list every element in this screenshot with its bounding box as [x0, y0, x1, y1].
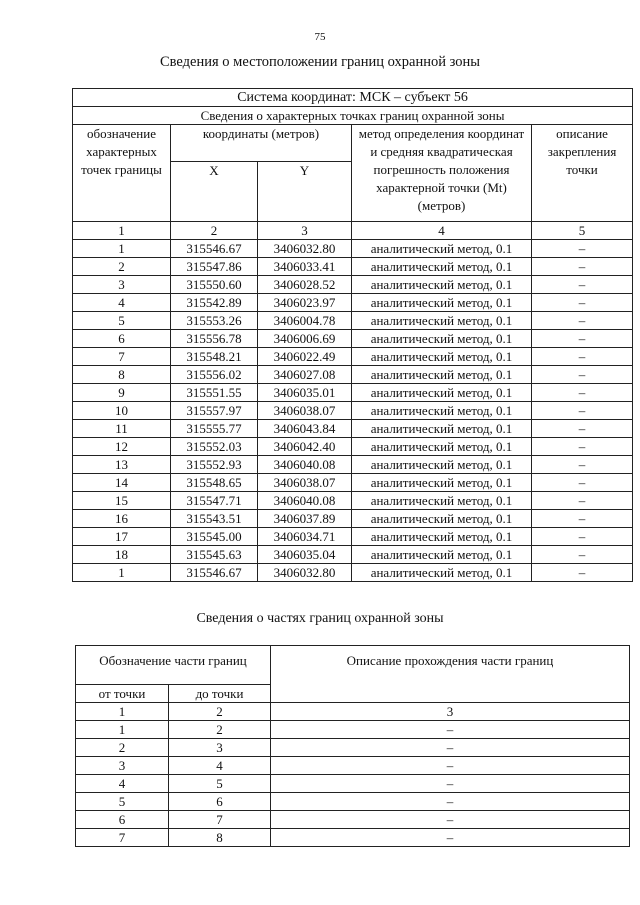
column-number: 1	[73, 222, 171, 240]
method-cell: аналитический метод, 0.1	[352, 276, 532, 294]
table-row	[73, 384, 633, 402]
fixing-cell: –	[532, 348, 633, 366]
to-point: 2	[169, 721, 271, 739]
x-coordinate: 315548.21	[171, 348, 258, 366]
point-number: 6	[73, 330, 171, 348]
point-number: 1	[73, 564, 171, 582]
y-coordinate: 3406037.89	[258, 510, 352, 528]
table-row	[73, 528, 633, 546]
point-number: 4	[73, 294, 171, 312]
point-number: 2	[73, 258, 171, 276]
fixing-cell: –	[532, 294, 633, 312]
point-number: 5	[73, 312, 171, 330]
fixing-cell: –	[532, 258, 633, 276]
table-row	[73, 240, 633, 258]
coordinate-system-header: Система координат: МСК – субъект 56	[73, 89, 633, 107]
point-number: 17	[73, 528, 171, 546]
y-coordinate: 3406038.07	[258, 402, 352, 420]
point-number: 18	[73, 546, 171, 564]
method-cell: аналитический метод, 0.1	[352, 420, 532, 438]
column-number: 4	[352, 222, 532, 240]
column-number-row	[76, 703, 630, 721]
point-number: 3	[73, 276, 171, 294]
x-coordinate: 315543.51	[171, 510, 258, 528]
part-description: –	[271, 793, 630, 811]
x-coordinate: 315546.67	[171, 564, 258, 582]
table-row	[76, 757, 630, 775]
y-coordinate: 3406023.97	[258, 294, 352, 312]
table-row	[73, 312, 633, 330]
method-cell: аналитический метод, 0.1	[352, 474, 532, 492]
table-row	[73, 330, 633, 348]
page-number: 75	[314, 31, 326, 43]
fixing-cell: –	[532, 546, 633, 564]
table-row	[73, 456, 633, 474]
y-coordinate: 3406032.80	[258, 240, 352, 258]
from-point: 4	[76, 775, 169, 793]
fixing-cell: –	[532, 402, 633, 420]
x-coordinate: 315552.03	[171, 438, 258, 456]
table-row	[76, 775, 630, 793]
x-coordinate: 315550.60	[171, 276, 258, 294]
method-cell: аналитический метод, 0.1	[352, 348, 532, 366]
table-row	[76, 721, 630, 739]
to-point: 8	[169, 829, 271, 847]
points-table-subtitle: Сведения о характерных точках границ охранной зоны	[73, 107, 633, 125]
x-coordinate: 315546.67	[171, 240, 258, 258]
from-point: 3	[76, 757, 169, 775]
method-cell: аналитический метод, 0.1	[352, 402, 532, 420]
from-point: 6	[76, 811, 169, 829]
method-cell: аналитический метод, 0.1	[352, 510, 532, 528]
y-coordinate: 3406038.07	[258, 474, 352, 492]
from-point: 5	[76, 793, 169, 811]
method-cell: аналитический метод, 0.1	[352, 258, 532, 276]
coordinates-section-title: Сведения о местоположении границ охранной зоны	[159, 54, 480, 70]
method-cell: аналитический метод, 0.1	[352, 312, 532, 330]
y-coordinate: 3406035.01	[258, 384, 352, 402]
x-coordinate: 315553.26	[171, 312, 258, 330]
boundary-parts-table	[75, 645, 630, 847]
table-row	[76, 829, 630, 847]
column-number: 2	[171, 222, 258, 240]
method-cell: аналитический метод, 0.1	[352, 456, 532, 474]
y-coordinate: 3406034.71	[258, 528, 352, 546]
table-row	[73, 438, 633, 456]
fixing-cell: –	[532, 528, 633, 546]
x-coordinate: 315557.97	[171, 402, 258, 420]
y-coordinate: 3406022.49	[258, 348, 352, 366]
point-number: 9	[73, 384, 171, 402]
table-row	[76, 793, 630, 811]
point-number: 12	[73, 438, 171, 456]
coordinates-header: координаты (метров)	[171, 125, 352, 162]
point-number: 11	[73, 420, 171, 438]
y-coordinate: 3406028.52	[258, 276, 352, 294]
fixing-cell: –	[532, 384, 633, 402]
from-point: 1	[76, 721, 169, 739]
table-row	[73, 546, 633, 564]
to-point: 6	[169, 793, 271, 811]
parts-section-title: Сведения о частях границ охранной зоны	[196, 611, 444, 626]
fixing-cell: –	[532, 492, 633, 510]
y-coordinate: 3406042.40	[258, 438, 352, 456]
y-header: Y	[258, 162, 352, 222]
table-row	[73, 564, 633, 582]
point-number: 1	[73, 240, 171, 258]
fixing-cell: –	[532, 420, 633, 438]
table-row	[73, 294, 633, 312]
to-point: 7	[169, 811, 271, 829]
point-number: 13	[73, 456, 171, 474]
x-coordinate: 315545.63	[171, 546, 258, 564]
part-description: –	[271, 721, 630, 739]
fixing-cell: –	[532, 312, 633, 330]
method-cell: аналитический метод, 0.1	[352, 240, 532, 258]
method-cell: аналитический метод, 0.1	[352, 438, 532, 456]
fixing-cell: –	[532, 366, 633, 384]
fixing-cell: –	[532, 456, 633, 474]
method-header: метод определения координат и средняя квадратическая погрешность положения характерной точки (Mt) (метров)	[352, 125, 532, 222]
table-row	[73, 474, 633, 492]
fixing-cell: –	[532, 474, 633, 492]
table-row	[76, 739, 630, 757]
y-coordinate: 3406033.41	[258, 258, 352, 276]
from-point: 2	[76, 739, 169, 757]
part-description: –	[271, 811, 630, 829]
fixing-cell: –	[532, 330, 633, 348]
point-number: 14	[73, 474, 171, 492]
y-coordinate: 3406043.84	[258, 420, 352, 438]
x-coordinate: 315542.89	[171, 294, 258, 312]
to-point: 4	[169, 757, 271, 775]
point-number: 10	[73, 402, 171, 420]
y-coordinate: 3406027.08	[258, 366, 352, 384]
x-header: X	[171, 162, 258, 222]
x-coordinate: 315547.86	[171, 258, 258, 276]
fixing-cell: –	[532, 240, 633, 258]
part-description: –	[271, 775, 630, 793]
table-row	[73, 276, 633, 294]
column-number: 1	[76, 703, 169, 721]
x-coordinate: 315551.55	[171, 384, 258, 402]
table-row	[73, 348, 633, 366]
table-row	[73, 258, 633, 276]
y-coordinate: 3406040.08	[258, 492, 352, 510]
table-row	[73, 420, 633, 438]
part-description-header: Описание прохождения части границ	[271, 646, 630, 703]
fixing-cell: –	[532, 564, 633, 582]
part-designation-header: Обозначение части границ	[76, 646, 271, 685]
x-coordinate: 315547.71	[171, 492, 258, 510]
method-cell: аналитический метод, 0.1	[352, 528, 532, 546]
to-point: 5	[169, 775, 271, 793]
fixing-cell: –	[532, 510, 633, 528]
table-row	[73, 402, 633, 420]
fixing-cell: –	[532, 276, 633, 294]
x-coordinate: 315555.77	[171, 420, 258, 438]
from-point: 7	[76, 829, 169, 847]
column-number: 5	[532, 222, 633, 240]
column-number: 3	[258, 222, 352, 240]
x-coordinate: 315548.65	[171, 474, 258, 492]
point-number: 7	[73, 348, 171, 366]
table-row	[73, 366, 633, 384]
to-point: 3	[169, 739, 271, 757]
y-coordinate: 3406035.04	[258, 546, 352, 564]
point-number: 8	[73, 366, 171, 384]
method-cell: аналитический метод, 0.1	[352, 366, 532, 384]
boundary-points-table	[72, 88, 633, 582]
fixing-description-header: описание закрепления точки	[532, 125, 633, 222]
point-designation-header: обозначение характерных точек границы	[73, 125, 171, 222]
point-number: 15	[73, 492, 171, 510]
y-coordinate: 3406004.78	[258, 312, 352, 330]
x-coordinate: 315556.02	[171, 366, 258, 384]
part-description: –	[271, 757, 630, 775]
method-cell: аналитический метод, 0.1	[352, 564, 532, 582]
method-cell: аналитический метод, 0.1	[352, 330, 532, 348]
method-cell: аналитический метод, 0.1	[352, 384, 532, 402]
to-point-header: до точки	[169, 685, 271, 703]
x-coordinate: 315556.78	[171, 330, 258, 348]
fixing-cell: –	[532, 438, 633, 456]
method-cell: аналитический метод, 0.1	[352, 294, 532, 312]
y-coordinate: 3406032.80	[258, 564, 352, 582]
x-coordinate: 315552.93	[171, 456, 258, 474]
y-coordinate: 3406040.08	[258, 456, 352, 474]
from-point-header: от точки	[76, 685, 169, 703]
column-number-row	[73, 222, 633, 240]
x-coordinate: 315545.00	[171, 528, 258, 546]
point-number: 16	[73, 510, 171, 528]
method-cell: аналитический метод, 0.1	[352, 492, 532, 510]
column-number: 2	[169, 703, 271, 721]
y-coordinate: 3406006.69	[258, 330, 352, 348]
method-cell: аналитический метод, 0.1	[352, 546, 532, 564]
table-row	[76, 811, 630, 829]
table-row	[73, 510, 633, 528]
part-description: –	[271, 739, 630, 757]
table-row	[73, 492, 633, 510]
part-description: –	[271, 829, 630, 847]
column-number: 3	[271, 703, 630, 721]
